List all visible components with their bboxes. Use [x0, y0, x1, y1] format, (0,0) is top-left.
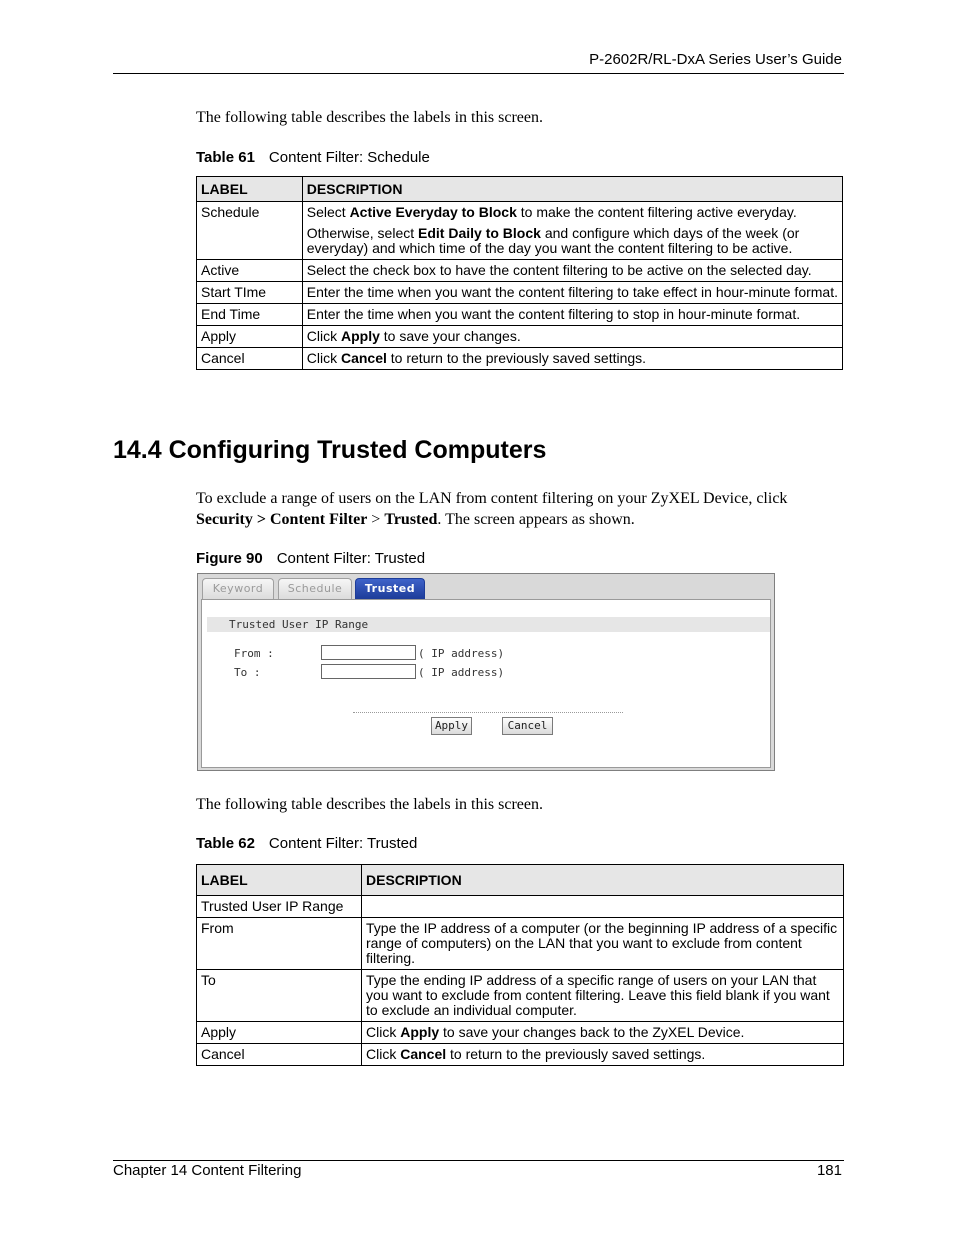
- table-row: [197, 304, 843, 326]
- intro-paragraph-2: The following table describes the labels in this screen.: [196, 796, 544, 813]
- table-61: [196, 176, 843, 370]
- trusted-screen-figure: [197, 573, 775, 771]
- tab-trusted[interactable]: Trusted: [355, 578, 425, 599]
- to-ip-input[interactable]: [321, 664, 416, 679]
- row-label: End Time: [197, 304, 303, 326]
- footer-chapter: Chapter 14 Content Filtering: [113, 1162, 302, 1179]
- table-row: [197, 260, 843, 282]
- row-description: Type the IP address of a computer (or the beginning IP address of a specific range of computers) on the LAN that you want to exclude from content filtering.: [362, 918, 844, 970]
- row-description: Select Active Everyday to Block to make the content filtering active everyday. Otherwise, select Edit Daily to Block and configure which days of the week (or everyday) and which time of the day you want the content filtering to be active.: [302, 202, 842, 260]
- table-62-caption: [196, 835, 417, 852]
- table-row: [197, 896, 844, 918]
- row-label: To: [197, 970, 362, 1022]
- row-description: Select the check box to have the content filtering to be active on the selected day.: [302, 260, 842, 282]
- row-label: Trusted User IP Range: [197, 896, 362, 918]
- table-row: [197, 202, 843, 260]
- caption-number: Table 62: [196, 835, 255, 852]
- table-header-row: [197, 865, 844, 896]
- caption-text: Content Filter: Schedule: [268, 149, 430, 166]
- table-row: [197, 348, 843, 370]
- table-row: [197, 1044, 844, 1066]
- row-label: Apply: [197, 326, 303, 348]
- tab-schedule[interactable]: Schedule: [278, 578, 352, 599]
- caption-number: Figure 90: [196, 550, 263, 567]
- intro-paragraph-1: The following table describes the labels in this screen.: [196, 109, 544, 126]
- table-row: [197, 918, 844, 970]
- apply-button[interactable]: Apply: [431, 717, 472, 735]
- row-label: From: [197, 918, 362, 970]
- table-row: [197, 326, 843, 348]
- col-header-label: LABEL: [197, 177, 303, 202]
- from-ip-input[interactable]: [321, 645, 416, 660]
- header-rule: [113, 73, 844, 74]
- col-header-description: DESCRIPTION: [302, 177, 842, 202]
- row-label: Apply: [197, 1022, 362, 1044]
- table-row: [197, 282, 843, 304]
- table-61-caption: [196, 149, 430, 166]
- row-label: Start TIme: [197, 282, 303, 304]
- col-header-description: DESCRIPTION: [362, 865, 844, 896]
- tab-keyword[interactable]: Keyword: [202, 578, 274, 599]
- row-label: Active: [197, 260, 303, 282]
- caption-number: Table 61: [196, 149, 255, 166]
- from-ip-hint: ( IP address): [418, 647, 505, 660]
- running-header: P-2602R/RL-DxA Series User’s Guide: [589, 51, 842, 68]
- row-description: Click Cancel to return to the previously saved settings.: [302, 348, 842, 370]
- cancel-button[interactable]: Cancel: [502, 717, 553, 735]
- from-label: From :: [234, 647, 274, 660]
- row-description: Click Cancel to return to the previously saved settings.: [362, 1044, 844, 1066]
- row-description: Enter the time when you want the content filtering to stop in hour-minute format.: [302, 304, 842, 326]
- divider: [353, 712, 623, 713]
- caption-text: Content Filter: Trusted: [276, 550, 426, 567]
- row-description: Click Apply to save your changes.: [302, 326, 842, 348]
- col-header-label: LABEL: [197, 865, 362, 896]
- row-label: Schedule: [197, 202, 303, 260]
- figure-90-caption: [196, 550, 425, 567]
- caption-text: Content Filter: Trusted: [268, 835, 418, 852]
- table-header-row: [197, 177, 843, 202]
- row-description: [362, 896, 844, 918]
- row-description: Enter the time when you want the content filtering to take effect in hour-minute format.: [302, 282, 842, 304]
- table-62: [196, 864, 844, 1066]
- row-label: Cancel: [197, 1044, 362, 1066]
- to-ip-hint: ( IP address): [418, 666, 505, 679]
- body-paragraph: To exclude a range of users on the LAN from content filtering on your ZyXEL Device, click Security > Content Filter > Trusted. The screen appears as shown.: [196, 490, 788, 528]
- table-row: [197, 970, 844, 1022]
- row-label: Cancel: [197, 348, 303, 370]
- to-label: To :: [234, 666, 261, 679]
- page-number: 181: [816, 1162, 842, 1179]
- row-description: Type the ending IP address of a specific range of users on your LAN that you want to exclude from content filtering. Leave this field blank if you want to exclude an individual computer.: [362, 970, 844, 1022]
- table-row: [197, 1022, 844, 1044]
- trusted-user-ip-range-title: Trusted User IP Range: [207, 617, 770, 632]
- section-heading: 14.4 Configuring Trusted Computers: [113, 436, 547, 464]
- row-description: Click Apply to save your changes back to the ZyXEL Device.: [362, 1022, 844, 1044]
- footer-rule: [113, 1160, 844, 1161]
- trusted-panel: [201, 599, 771, 768]
